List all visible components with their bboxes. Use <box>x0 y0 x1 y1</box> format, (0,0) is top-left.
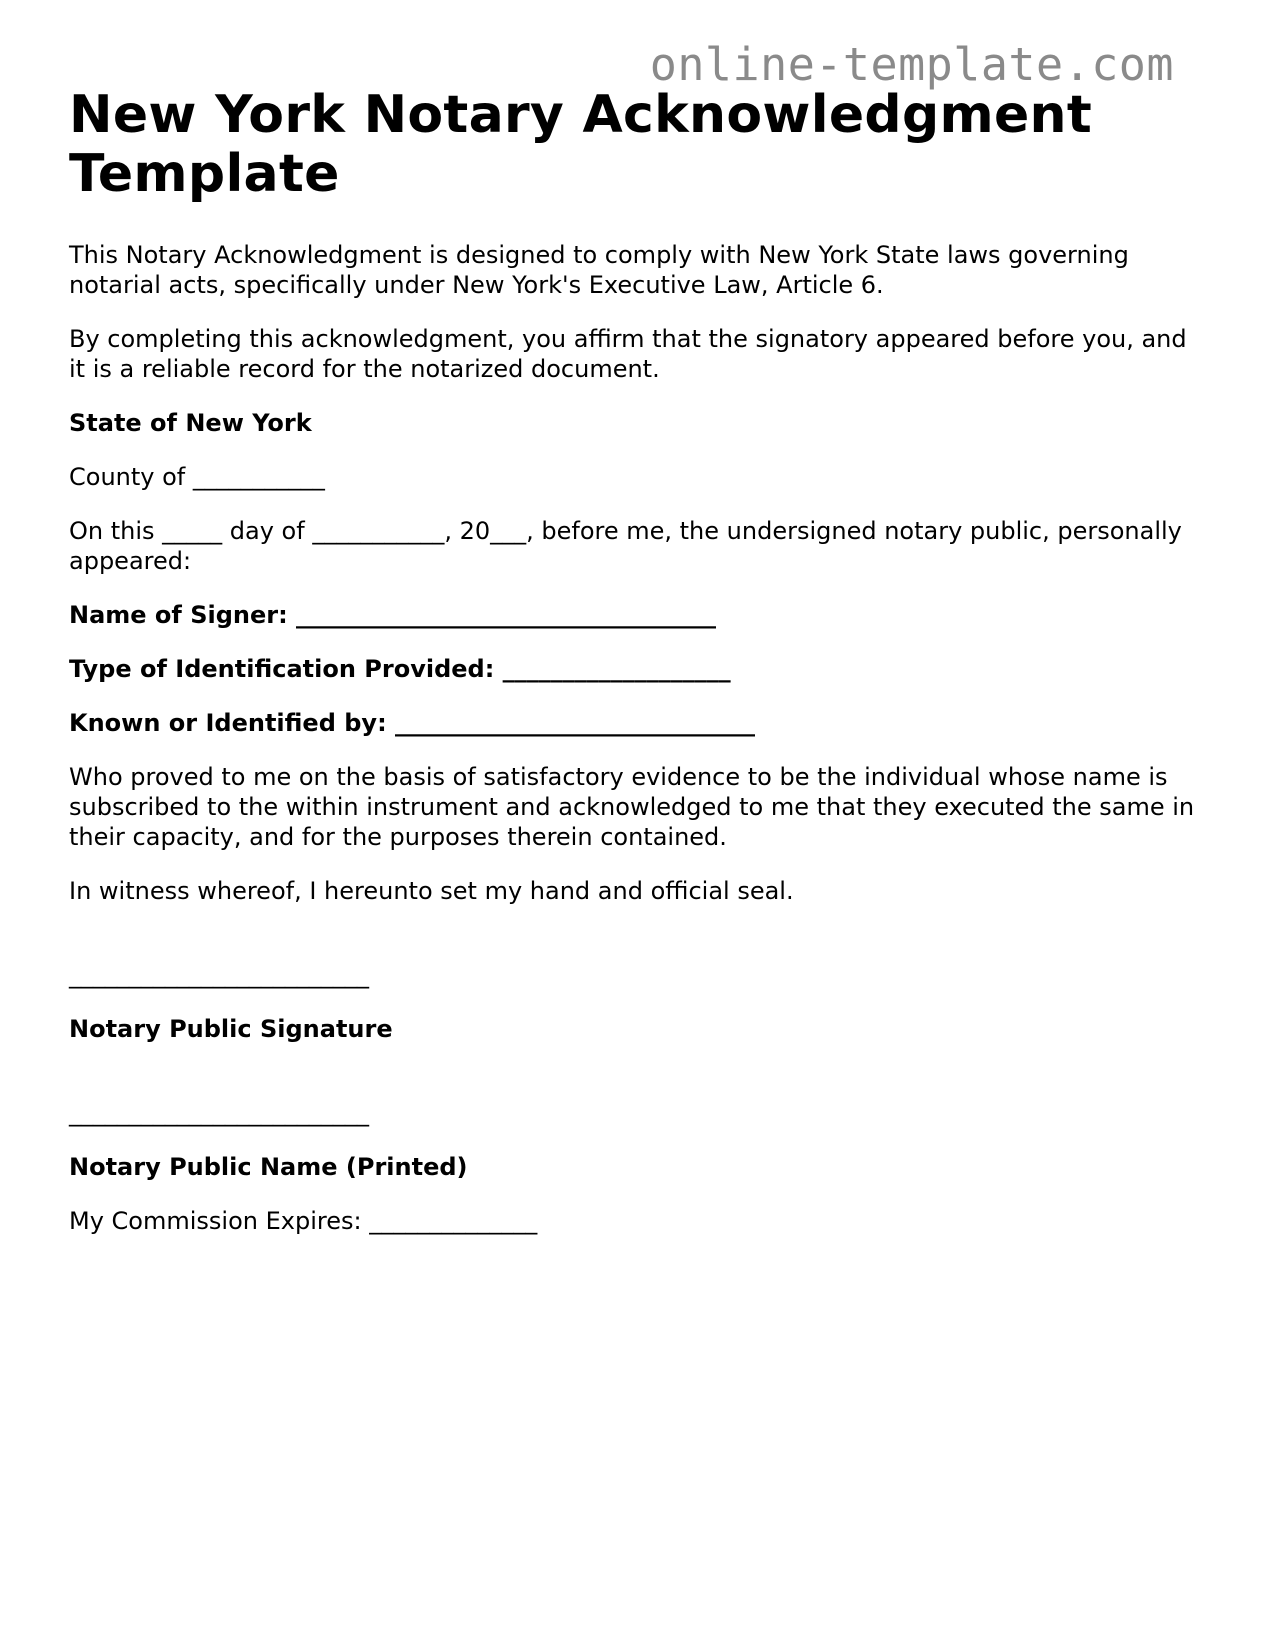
notary-name-line[interactable]: _________________________ <box>69 1099 369 1127</box>
evidence-paragraph: Who proved to me on the basis of satisfactory evidence to be the individual whose name is subscribed to the within instrument and acknowledged to me that they executed the same in their capacity, and for the purposes therein contained. <box>69 763 1202 851</box>
notary-signature-label: Notary Public Signature <box>69 1015 393 1043</box>
notary-signature-line[interactable]: _________________________ <box>69 961 369 989</box>
document-page <box>69 85 1202 1236</box>
state-heading: State of New York <box>69 409 312 437</box>
known-or-identified-field[interactable]: Known or Identified by: ______________________________ <box>69 709 756 737</box>
intro-paragraph-1: This Notary Acknowledgment is designed to comply with New York State laws governing notarial acts, specifically under New York's Executive Law, Article 6. <box>69 241 1137 299</box>
page-title: New York Notary Acknowledgment Template <box>69 85 1092 204</box>
county-field[interactable]: County of ___________ <box>69 463 325 491</box>
identification-type-field[interactable]: Type of Identification Provided: ___________________ <box>69 655 731 683</box>
witness-statement: In witness whereof, I hereunto set my hand and official seal. <box>69 877 794 905</box>
name-of-signer-field[interactable]: Name of Signer: ___________________________________ <box>69 601 717 629</box>
watermark: online-template.com <box>649 38 1174 91</box>
commission-expires-field[interactable]: My Commission Expires: ______________ <box>69 1207 538 1235</box>
intro-paragraph-2: By completing this acknowledgment, you affirm that the signatory appeared before you, and it is a reliable record for the notarized document. <box>69 325 1195 383</box>
appearance-field[interactable]: On this _____ day of ___________, 20___, before me, the undersigned notary public, personally appeared: <box>69 517 1190 575</box>
notary-name-label: Notary Public Name (Printed) <box>69 1153 468 1181</box>
